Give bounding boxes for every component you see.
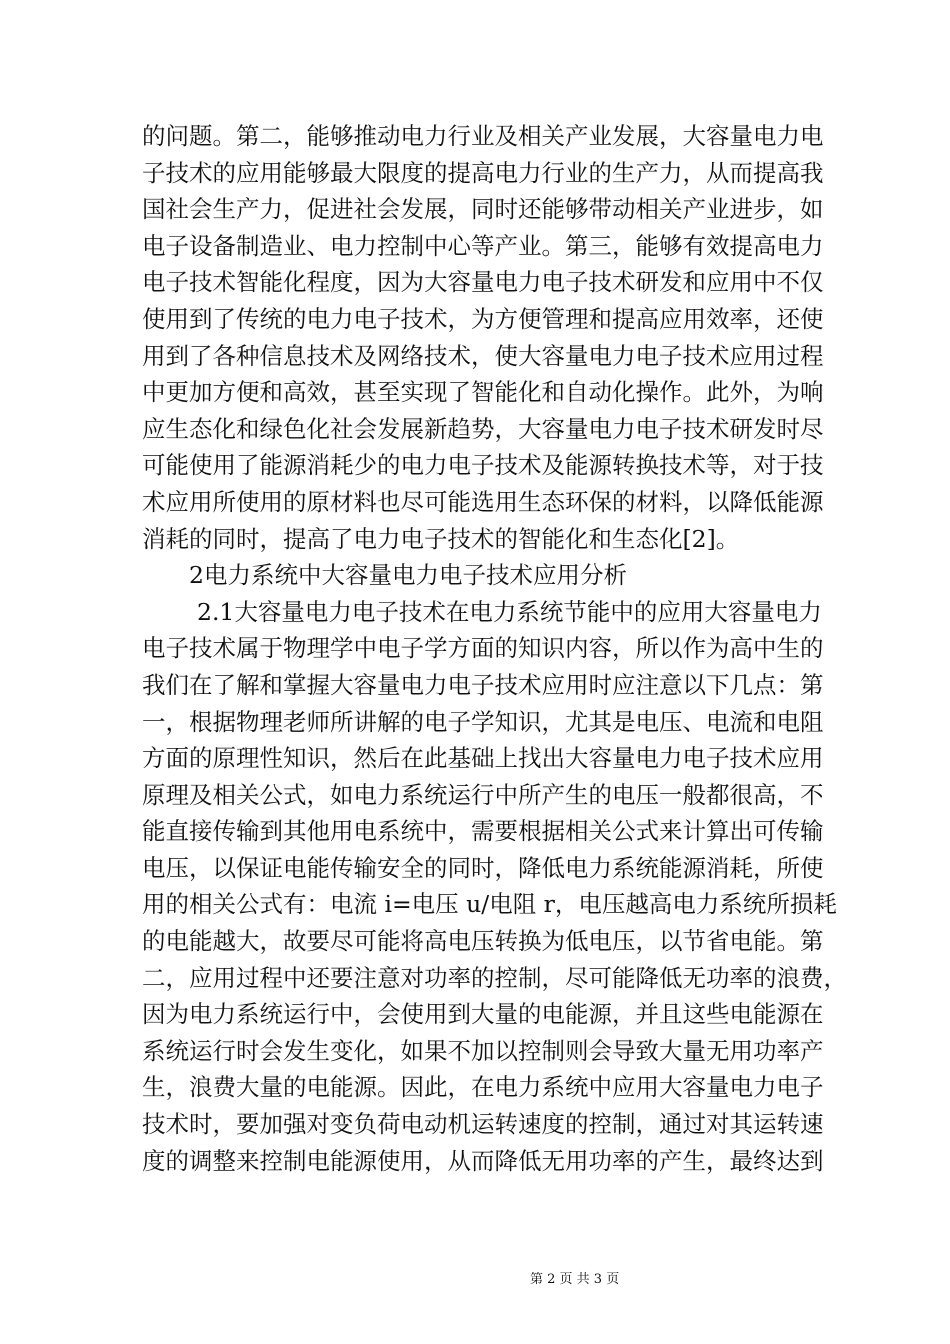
text-line: 使用到了传统的电力电子技术，为方便管理和提高应用效率，还使 — [142, 304, 824, 333]
section-heading: 2电力系统中大容量电力电子技术应用分析 — [189, 561, 627, 590]
text-line: 原理及相关公式，如电力系统运行中所产生的电压一般都很高，不 — [142, 780, 824, 809]
text-line: 能直接传输到其他用电系统中，需要根据相关公式来计算出可传输 — [142, 817, 824, 846]
text-line: 中更加方便和高效，甚至实现了智能化和自动化操作。此外，为响 — [142, 378, 824, 407]
text-line: 用的相关公式有：电流 i=电压 u/电阻 r，电压越高电力系统所损耗 — [142, 890, 837, 919]
text-line: 一，根据物理老师所讲解的电子学知识，尤其是电压、电流和电阻 — [142, 707, 824, 736]
text-line: 系统运行时会发生变化，如果不加以控制则会导致大量无用功率产 — [142, 1036, 824, 1065]
text-line: 技术时，要加强对变负荷电动机运转速度的控制，通过对其运转速 — [142, 1110, 824, 1139]
text-line: 电子技术属于物理学中电子学方面的知识内容，所以作为高中生的 — [142, 634, 824, 663]
document-body — [142, 118, 847, 1179]
text-line: 我们在了解和掌握大容量电力电子技术应用时应注意以下几点：第 — [142, 670, 824, 699]
subsection-start-line: 2.1大容量电力电子技术在电力系统节能中的应用大容量电力 — [197, 597, 822, 626]
text-line: 生，浪费大量的电能源。因此，在电力系统中应用大容量电力电子 — [142, 1073, 824, 1102]
text-line: 可能使用了能源消耗少的电力电子技术及能源转换技术等，对于技 — [142, 451, 824, 480]
text-line: 消耗的同时，提高了电力电子技术的智能化和生态化[2]。 — [142, 524, 740, 553]
text-line: 的电能越大，故要尽可能将高电压转换为低电压，以节省电能。第 — [142, 927, 824, 956]
text-line: 度的调整来控制电能源使用，从而降低无用功率的产生，最终达到 — [142, 1146, 824, 1175]
text-line: 方面的原理性知识，然后在此基础上找出大容量电力电子技术应用 — [142, 744, 824, 773]
text-line: 电压，以保证电能传输安全的同时，降低电力系统能源消耗，所使 — [142, 853, 824, 882]
text-line: 国社会生产力，促进社会发展，同时还能够带动相关产业进步，如 — [142, 195, 824, 224]
text-line: 应生态化和绿色化社会发展新趋势，大容量电力电子技术研发时尽 — [142, 414, 824, 443]
text-line: 子技术的应用能够最大限度的提高电力行业的生产力，从而提高我 — [142, 158, 824, 187]
text-line: 电子设备制造业、电力控制中心等产业。第三，能够有效提高电力 — [142, 231, 824, 260]
text-line: 因为电力系统运行中，会使用到大量的电能源，并且这些电能源在 — [142, 1000, 824, 1029]
text-line: 术应用所使用的原材料也尽可能选用生态环保的材料，以降低能源 — [142, 487, 824, 516]
text-line: 电子技术智能化程度，因为大容量电力电子技术研发和应用中不仅 — [142, 268, 824, 297]
text-line: 的问题。第二，能够推动电力行业及相关产业发展，大容量电力电 — [142, 122, 824, 150]
page-number-footer: 第 2 页 共 3 页 — [530, 1272, 620, 1287]
text-line: 二，应用过程中还要注意对功率的控制，尽可能降低无功率的浪费， — [142, 963, 847, 992]
text-line: 用到了各种信息技术及网络技术，使大容量电力电子技术应用过程 — [142, 341, 824, 370]
